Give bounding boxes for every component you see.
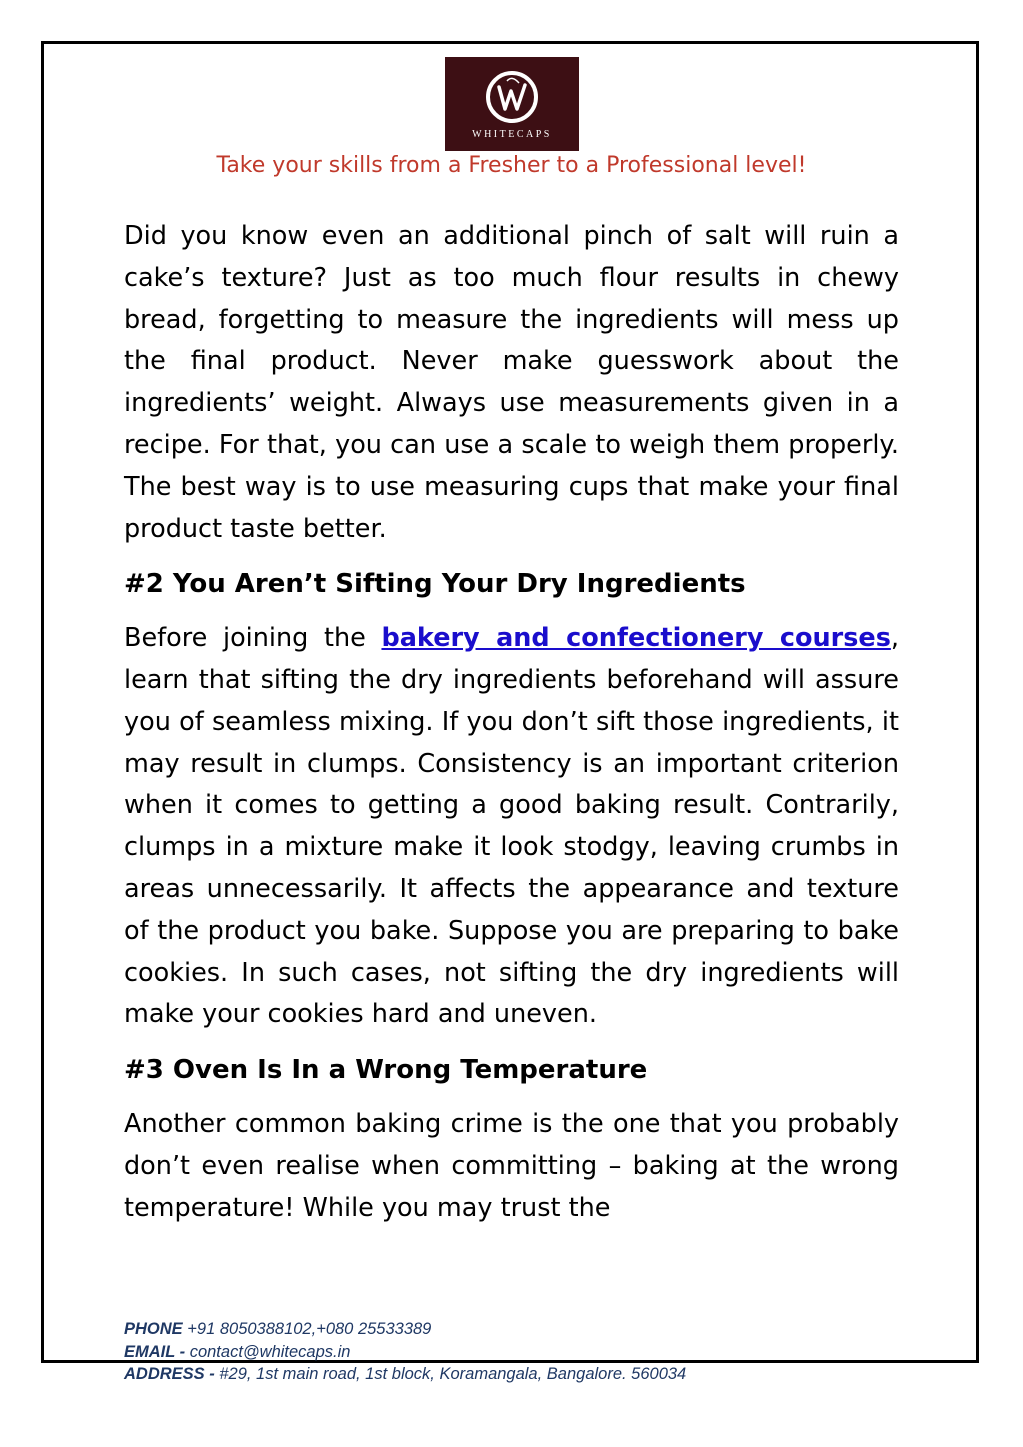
paragraph-sifting-rest: , learn that sifting the dry ingredients beforehand will assure you of seamless mixing. If you don’t sift those ingredients, it may result in clumps. Consistency is an important criterion when it comes to getting a good baking result. Contrarily, clumps in a mixture make it look stodgy, leaving crumbs in areas unnecessarily. It affects the appearance and texture of the product you bake. Suppose you are preparing to bake cookies. In such cases, not sifting the dry ingredients will make your cookies hard and uneven.	[124, 623, 899, 1030]
heading-oven-temperature: #3 Oven Is In a Wrong Temperature	[124, 1055, 648, 1086]
brand-logo	[445, 57, 579, 151]
phone-label: PHONE	[124, 1320, 183, 1338]
address-label: ADDRESS -	[124, 1365, 215, 1383]
tagline: Take your skills from a Fresher to a Professional level!	[216, 153, 807, 178]
footer-phone	[124, 1318, 686, 1341]
footer-email	[124, 1341, 686, 1364]
phone-value: +91 8050388102,+080 25533389	[182, 1320, 432, 1338]
paragraph-oven-temperature: Another common baking crime is the one that you probably don’t even realise when committing – baking at the wrong temperature! While you may trust the	[124, 1108, 899, 1223]
email-value: contact@whitecaps.in	[185, 1342, 351, 1361]
contact-footer	[124, 1318, 686, 1386]
brand-name: WHITECAPS	[472, 129, 552, 140]
bakery-courses-link[interactable]: bakery and confectionery courses	[381, 623, 891, 654]
address-value: #29, 1st main road, 1st block, Koramangala, Bangalore. 560034	[214, 1365, 687, 1383]
paragraph-sifting	[124, 618, 899, 1036]
paragraph-sifting-intro: Before joining the	[124, 623, 382, 654]
email-label: EMAIL -	[124, 1342, 186, 1361]
paragraph-measure-ingredients: Did you know even an additional pinch of salt will ruin a cake’s texture? Just as too much flour results in chewy bread, forgetting to measure the ingredients will mess up the final product. Never make guesswork about the ingredients’ weight. Always use measurements given in a recipe. For that, you can use a scale to weigh them properly. The best way is to use measuring cups that make your final product taste better.	[124, 221, 899, 544]
heading-sifting: #2 You Aren’t Sifting Your Dry Ingredients	[124, 569, 746, 600]
footer-address	[124, 1363, 686, 1386]
article-body	[124, 216, 899, 1243]
